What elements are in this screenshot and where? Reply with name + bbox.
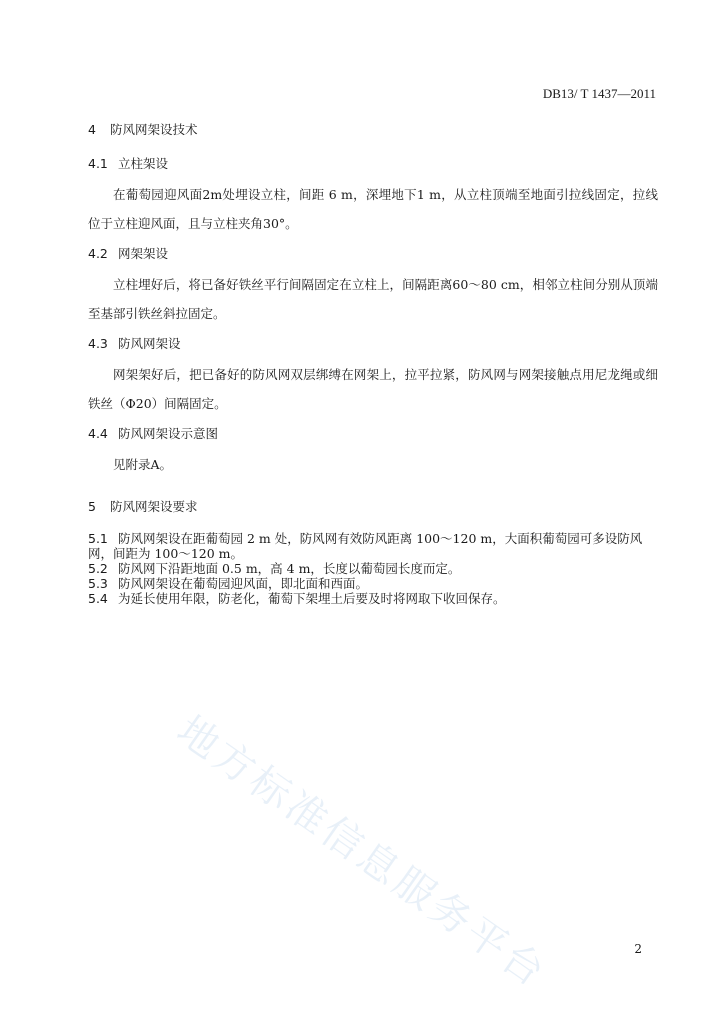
- section-4-heading: [88, 120, 658, 140]
- requirement-text: 为延长使用年限，防老化，葡萄下架埋土后要及时将网取下收回保存。: [118, 591, 506, 606]
- section-4-2-heading: [88, 244, 658, 264]
- requirement-number: 5.4: [88, 591, 108, 606]
- subsection-title: 立柱架设: [118, 156, 169, 171]
- subsection-number: 4.1: [88, 156, 108, 171]
- subsection-title: 网架架设: [118, 246, 169, 261]
- subsection-number: 4.4: [88, 426, 108, 441]
- standard-code: DB13/ T 1437—2011: [542, 86, 656, 101]
- section-4-3-heading: [88, 334, 658, 354]
- requirement-number: 5.3: [88, 576, 108, 591]
- section-4-4-text: 见附录A。: [113, 457, 173, 472]
- requirement-text: 防风网架设在葡萄园迎风面，即北面和西面。: [118, 576, 369, 591]
- document-body: [88, 120, 658, 606]
- section-number: 4: [88, 122, 96, 137]
- subsection-number: 4.3: [88, 336, 108, 351]
- requirement-item: [88, 591, 658, 606]
- section-4-2-text: 立柱埋好后，将已备好铁丝平行间隔固定在立柱上，间隔距离60～80 cm，相邻立柱间分别从顶端至基部引铁丝斜拉固定。: [88, 277, 658, 321]
- requirement-number: 5.2: [88, 561, 108, 576]
- section-4-4-heading: [88, 424, 658, 444]
- requirement-text: 防风网下沿距地面 0.5 m，高 4 m，长度以葡萄园长度而定。: [118, 561, 461, 576]
- subsection-title: 防风网架设: [118, 336, 181, 351]
- requirement-number: 5.1: [88, 531, 108, 546]
- section-4-1-text: 在葡萄园迎风面2m处埋设立柱，间距 6 m，深埋地下1 m，从立柱顶端至地面引拉线固定，拉线位于立柱迎风面，且与立柱夹角30°。: [88, 187, 658, 231]
- section-5-heading: [88, 497, 658, 517]
- section-title: 防风网架设技术: [110, 122, 198, 137]
- section-4-3-text: 网架架好后，把已备好的防风网双层绑缚在网架上，拉平拉紧，防风网与网架接触点用尼龙绳或细铁丝（Φ20）间隔固定。: [88, 367, 658, 411]
- section-4-1-heading: [88, 154, 658, 174]
- requirement-text: 防风网架设在距葡萄园 2 m 处，防风网有效防风距离 100～120 m，大面积葡萄园可多设防风网，间距为 100～120 m。: [88, 531, 643, 561]
- requirement-item: [88, 561, 658, 576]
- subsection-number: 4.2: [88, 246, 108, 261]
- watermark: 地方标准信息服务平台: [168, 707, 556, 998]
- section-number: 5: [88, 499, 96, 514]
- requirement-item: [88, 576, 658, 591]
- section-title: 防风网架设要求: [110, 499, 198, 514]
- page-number: 2: [634, 942, 642, 956]
- subsection-title: 防风网架设示意图: [118, 426, 219, 441]
- requirement-item: [88, 531, 658, 561]
